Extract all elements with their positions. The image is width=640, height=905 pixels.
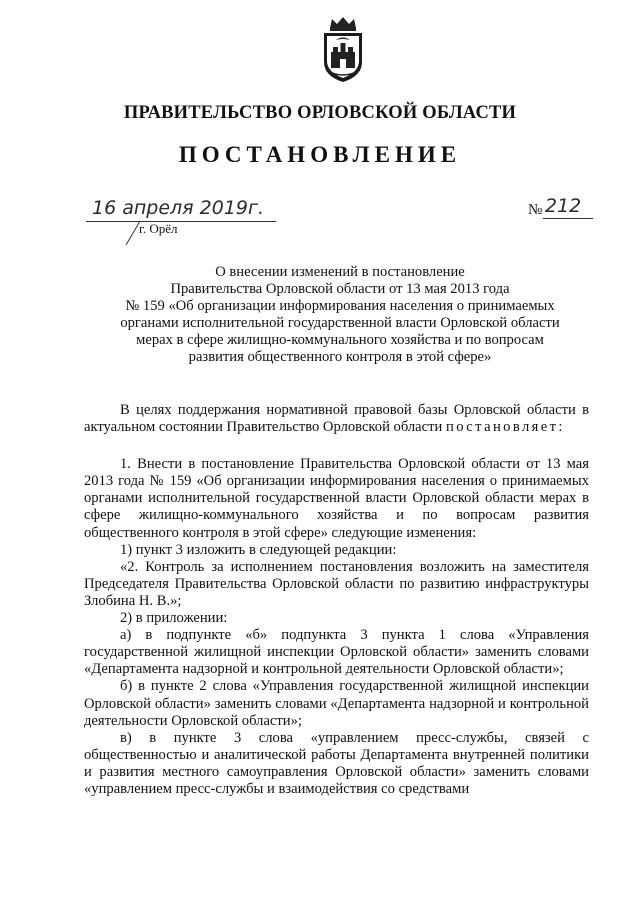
number-label: № (528, 202, 543, 218)
body-paragraph: а) в подпункте «б» подпункта 3 пункта 1 слова «Управления государственной жилищной инспекции Орловской области» заменить словами «Департамента надзорной и контрольной деятельности Орловской области»; (84, 627, 589, 678)
number-underline (543, 218, 593, 219)
document-type: ПОСТАНОВЛЕНИЕ (178, 142, 462, 167)
city-label: г. Орёл (139, 221, 178, 236)
document-title (95, 264, 585, 366)
title-line: органами исполнительной государственной власти Орловской области (120, 315, 560, 331)
title-line: О внесении изменений в постановление (215, 264, 465, 280)
body-paragraph: 1) пункт 3 изложить в следующей редакции: (120, 541, 397, 558)
preamble-text: В целях поддержания нормативной правовой базы Орловской области в актуальном состоянии Правительство Орловской области (84, 402, 589, 436)
title-line: мерах в сфере жилищно-коммунального хозяйства и по вопросам (136, 332, 544, 348)
body-paragraph: 1. Внести в постановление Правительства Орловской области от 13 мая 2013 года № 159 «Об организации информирования населения о принимаемых органами исполнительной государственной власти Орловской области мерах в сфере жилищно-коммунального хозяйства и по вопросам развития общественного контроля в этой сфере» следующие изменения: (84, 456, 589, 541)
handwritten-date: 16 апреля 2019г. (92, 197, 265, 219)
preamble-resolves: постановляет: (445, 419, 565, 436)
date-underline (86, 221, 276, 222)
title-line: Правительства Орловской области от 13 мая 2013 года (170, 281, 510, 297)
body-paragraph: в) в пункте 3 слова «управлением пресс-службы, связей с общественностью и аналитической работы Департамента внутренней политики и развития местного самоуправления Орловской области» заменить словами «управлением пресс-службы и взаимодействия со средствами (84, 729, 589, 797)
handwritten-number: 212 (545, 195, 582, 217)
coat-of-arms-emblem (318, 14, 368, 84)
organization-name: ПРАВИТЕЛЬСТВО ОРЛОВСКОЙ ОБЛАСТИ (123, 103, 517, 123)
title-line: развития общественного контроля в этой сфере» (188, 349, 492, 365)
body-paragraph: «2. Контроль за исполнением постановления возложить на заместителя Председателя Правительства Орловской области по развитию инфраструктуры Злобина Н. В.»; (84, 558, 589, 609)
body-paragraph: 2) в приложении: (120, 610, 228, 627)
body-paragraph: б) в пункте 2 слова «Управления государственной жилищной инспекции Орловской области» заменить словами «Департамента надзорной и контрольной деятельности Орловской области»; (84, 678, 589, 729)
preamble-paragraph (84, 402, 589, 436)
document-body (84, 402, 589, 798)
title-line: № 159 «Об организации информирования населения о принимаемых (125, 298, 555, 314)
